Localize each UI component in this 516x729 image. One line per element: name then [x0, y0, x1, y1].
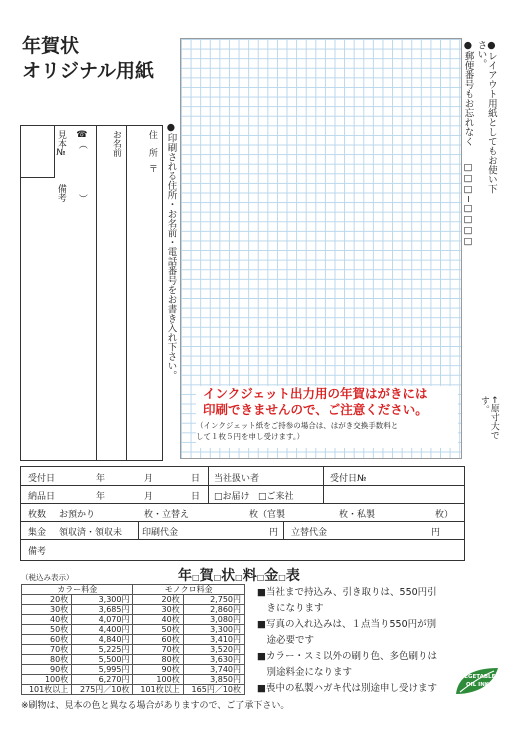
price-row — [22, 645, 245, 655]
logo-text-1: VEGETABLE — [460, 674, 496, 680]
received-date-label: 受付日 — [28, 474, 56, 484]
received-year: 年 — [96, 474, 106, 484]
postal-mark: 〒 — [146, 164, 157, 173]
private-sheets-label: 枚・私製 — [339, 510, 376, 520]
advance-fee-yen: 円 — [431, 528, 441, 538]
page-title — [22, 34, 154, 84]
print-fee-yen: 円 — [269, 528, 279, 538]
price-table — [21, 584, 245, 695]
remarks-label: 備考 — [28, 547, 47, 557]
price-cell-mcount: 20枚 — [133, 595, 183, 605]
address-instruction: ●印刷される住所・お名前・電話番号をお書き入れ下さい。 — [165, 122, 177, 380]
price-cell-mcount: 60枚 — [133, 635, 183, 645]
price-cell-color: 5,500円 — [72, 655, 133, 665]
price-cell-color: 3,685円 — [72, 605, 133, 615]
price-cell-color: 5,995円 — [72, 665, 133, 675]
price-cell-mono: 3,080円 — [183, 615, 244, 625]
price-cell-count: 70枚 — [22, 645, 72, 655]
actual-size-note: ←原寸大です。 — [478, 396, 499, 440]
price-cell-color: 4,840円 — [72, 635, 133, 645]
price-row — [22, 615, 245, 625]
heading-char: 金 — [264, 568, 279, 584]
postal-boxes: □□□−□□□□ — [462, 162, 474, 247]
mono-price-header: モノクロ料金 — [133, 585, 245, 595]
price-cell-color: 5,225円 — [72, 645, 133, 655]
tax-note: （税込み表示） — [21, 573, 74, 582]
footer-note: ※刷物は、見本の色と異なる場合がありますので、ご了承下さい。 — [21, 701, 290, 711]
price-row — [22, 675, 245, 685]
price-cell-count: 101枚以上 — [22, 685, 72, 695]
price-row — [22, 635, 245, 645]
price-cell-mono: 3,300円 — [183, 625, 244, 635]
warning-note-1: （インクジェット紙をご持参の場合は、はがき交換手数料と — [196, 421, 399, 430]
price-cell-mcount: 80枚 — [133, 655, 183, 665]
price-row — [22, 605, 245, 615]
price-note: ■当社まで持込み、引き取りは、550円引 — [257, 587, 437, 598]
visit-checkbox[interactable]: □ご来社 — [258, 492, 294, 502]
advance-sheets-label: 枚・立替え — [144, 510, 190, 520]
sample-number-box — [21, 126, 55, 178]
price-cell-mcount: 50枚 — [133, 625, 183, 635]
qty-label: 枚数 — [28, 510, 47, 520]
heading-char: 年 — [178, 568, 192, 584]
received-month: 月 — [144, 474, 154, 484]
price-cell-mcount: 100枚 — [133, 675, 183, 685]
warning-line-1: インクジェット出力用の年賀はがきには — [203, 386, 428, 401]
price-note: ■喪中の私製ハガキ代は別途申し受けます — [257, 683, 437, 694]
price-cell-color: 6,270円 — [72, 675, 133, 685]
price-cell-mcount: 101枚以上 — [133, 685, 183, 695]
price-cell-mono: 165円／10枚 — [183, 685, 244, 695]
price-cell-count: 20枚 — [22, 595, 72, 605]
price-cell-mcount: 90枚 — [133, 665, 183, 675]
inkjet-warning — [196, 386, 458, 448]
price-note: 別途料金になります — [257, 667, 353, 678]
deposit-label: お預かり — [59, 510, 96, 520]
price-note: ■カラー・スミ以外の刷り色、多色刷りは — [257, 651, 437, 662]
price-cell-color: 3,300円 — [72, 595, 133, 605]
price-cell-mono: 3,410円 — [183, 635, 244, 645]
price-note: ■写真の入れ込みは、１点当り550円が別 — [257, 619, 437, 630]
received-day: 日 — [191, 474, 201, 484]
warning-note-2: して１枚５円を申し受けます。） — [196, 432, 305, 441]
color-price-header: カラー料金 — [22, 585, 133, 595]
price-cell-mono: 3,630円 — [183, 655, 244, 665]
price-cell-count: 40枚 — [22, 615, 72, 625]
price-cell-count: 50枚 — [22, 625, 72, 635]
heading-char: 表 — [285, 568, 300, 584]
warning-line-2: 印刷できませんので、ご注意ください。 — [203, 402, 428, 417]
price-cell-count: 30枚 — [22, 605, 72, 615]
price-cell-mcount: 70枚 — [133, 645, 183, 655]
price-cell-count: 90枚 — [22, 665, 72, 675]
price-cell-mono: 2,750円 — [183, 595, 244, 605]
price-row — [22, 685, 245, 695]
delivery-year: 年 — [96, 492, 106, 502]
official-sheets-label: 枚（官製 — [249, 510, 286, 520]
price-row — [22, 595, 245, 605]
price-cell-mono: 3,520円 — [183, 645, 244, 655]
address-label: 住 所 — [146, 130, 157, 157]
notes-label: 備考 — [55, 184, 66, 202]
sample-number-label: 見本№ — [55, 130, 66, 158]
sheets-end: 枚） — [435, 510, 454, 520]
print-fee-label: 印刷代金 — [142, 528, 179, 538]
price-cell-mcount: 30枚 — [133, 605, 183, 615]
price-cell-color: 275円／10枚 — [72, 685, 133, 695]
name-label: お名前 — [110, 130, 121, 157]
order-form — [20, 466, 465, 561]
payment-status: 領収済・領収未 — [59, 528, 123, 538]
price-heading: 年□賀□状□料□金□表 — [178, 568, 300, 584]
delivery-month: 月 — [144, 492, 154, 502]
heading-char: 状 — [221, 568, 236, 584]
postal-note: ●郵便番号もお忘れなく — [462, 40, 474, 146]
price-row — [22, 665, 245, 675]
address-block — [20, 125, 163, 461]
price-cell-count: 80枚 — [22, 655, 72, 665]
delivery-checkbox[interactable]: □お届け — [214, 492, 250, 502]
price-note: 途必要です — [257, 635, 315, 646]
handler-label: 当社扱い者 — [214, 474, 260, 484]
layout-note: ●レイアウト用紙としてもお使い下さい。 — [475, 40, 497, 194]
price-row — [22, 655, 245, 665]
title-line-2: オリジナル用紙 — [22, 60, 155, 82]
vegetable-oil-ink-logo — [452, 664, 502, 698]
price-row — [22, 625, 245, 635]
payment-label: 集金 — [28, 528, 47, 538]
price-cell-mcount: 40枚 — [133, 615, 183, 625]
received-number-label: 受付日№ — [330, 474, 367, 484]
heading-char: 賀 — [199, 568, 214, 584]
logo-text-2: OIL INK — [466, 682, 490, 688]
title-line-1: 年賀状 — [22, 35, 80, 57]
price-cell-count: 100枚 — [22, 675, 72, 685]
telephone-label: ☎（ ） — [76, 130, 87, 203]
advance-fee-label: 立替代金 — [291, 528, 328, 538]
delivery-day: 日 — [191, 492, 201, 502]
delivery-date-label: 納品日 — [28, 492, 56, 502]
price-cell-count: 60枚 — [22, 635, 72, 645]
price-note: きになります — [257, 603, 324, 614]
price-cell-color: 4,070円 — [72, 615, 133, 625]
price-cell-color: 4,400円 — [72, 625, 133, 635]
heading-char: 料 — [242, 568, 257, 584]
price-notes — [257, 585, 437, 697]
price-cell-mono: 3,740円 — [183, 665, 244, 675]
price-cell-mono: 3,850円 — [183, 675, 244, 685]
price-cell-mono: 2,860円 — [183, 605, 244, 615]
